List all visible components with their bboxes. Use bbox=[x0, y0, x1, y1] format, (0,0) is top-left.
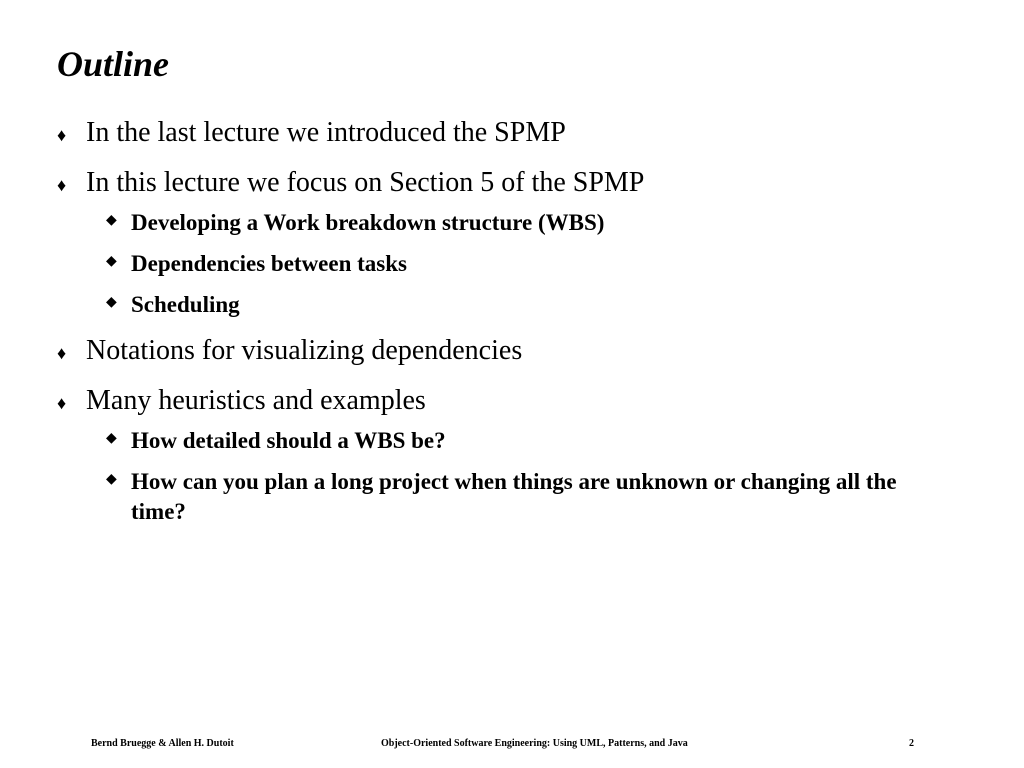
sub-bullet-item bbox=[102, 467, 931, 527]
sub-bullet-list bbox=[57, 426, 957, 527]
sub-bullet-item bbox=[102, 290, 931, 320]
sub-bullet-text: How can you plan a long project when things are unknown or changing all the time? bbox=[131, 469, 897, 524]
footer-page-number: 2 bbox=[909, 738, 914, 749]
diamond-icon: ◆ bbox=[106, 254, 117, 269]
diamond-icon: ♦ bbox=[57, 343, 67, 363]
bullet-item bbox=[57, 381, 957, 421]
bullet-text: In this lecture we focus on Section 5 of the SPMP bbox=[86, 167, 645, 198]
bullet-list bbox=[57, 113, 957, 538]
bullet-text: Notations for visualizing dependencies bbox=[86, 335, 523, 366]
bullet-item bbox=[57, 163, 957, 203]
slide-footer bbox=[0, 737, 1024, 751]
slide-title: Outline bbox=[57, 44, 170, 84]
sub-bullet-text: Dependencies between tasks bbox=[131, 251, 407, 276]
diamond-icon: ◆ bbox=[106, 213, 117, 228]
bullet-text: Many heuristics and examples bbox=[86, 385, 426, 416]
diamond-icon: ♦ bbox=[57, 175, 67, 195]
sub-bullet-item bbox=[102, 249, 931, 279]
bullet-text: In the last lecture we introduced the SPMP bbox=[86, 117, 566, 148]
sub-bullet-list bbox=[57, 208, 957, 320]
diamond-icon: ◆ bbox=[106, 295, 117, 310]
footer-book-title: Object-Oriented Software Engineering: Using UML, Patterns, and Java bbox=[381, 738, 688, 749]
sub-bullet-text: How detailed should a WBS be? bbox=[131, 428, 446, 453]
diamond-icon: ♦ bbox=[57, 393, 67, 413]
sub-bullet-item bbox=[102, 426, 931, 456]
bullet-item bbox=[57, 331, 957, 371]
bullet-item bbox=[57, 113, 957, 153]
sub-bullet-text: Scheduling bbox=[131, 292, 240, 317]
diamond-icon: ♦ bbox=[57, 125, 67, 145]
footer-authors: Bernd Bruegge & Allen H. Dutoit bbox=[91, 738, 234, 749]
sub-bullet-item bbox=[102, 208, 931, 238]
diamond-icon: ◆ bbox=[106, 431, 117, 446]
diamond-icon: ◆ bbox=[106, 472, 117, 487]
sub-bullet-text: Developing a Work breakdown structure (WBS) bbox=[131, 210, 605, 235]
